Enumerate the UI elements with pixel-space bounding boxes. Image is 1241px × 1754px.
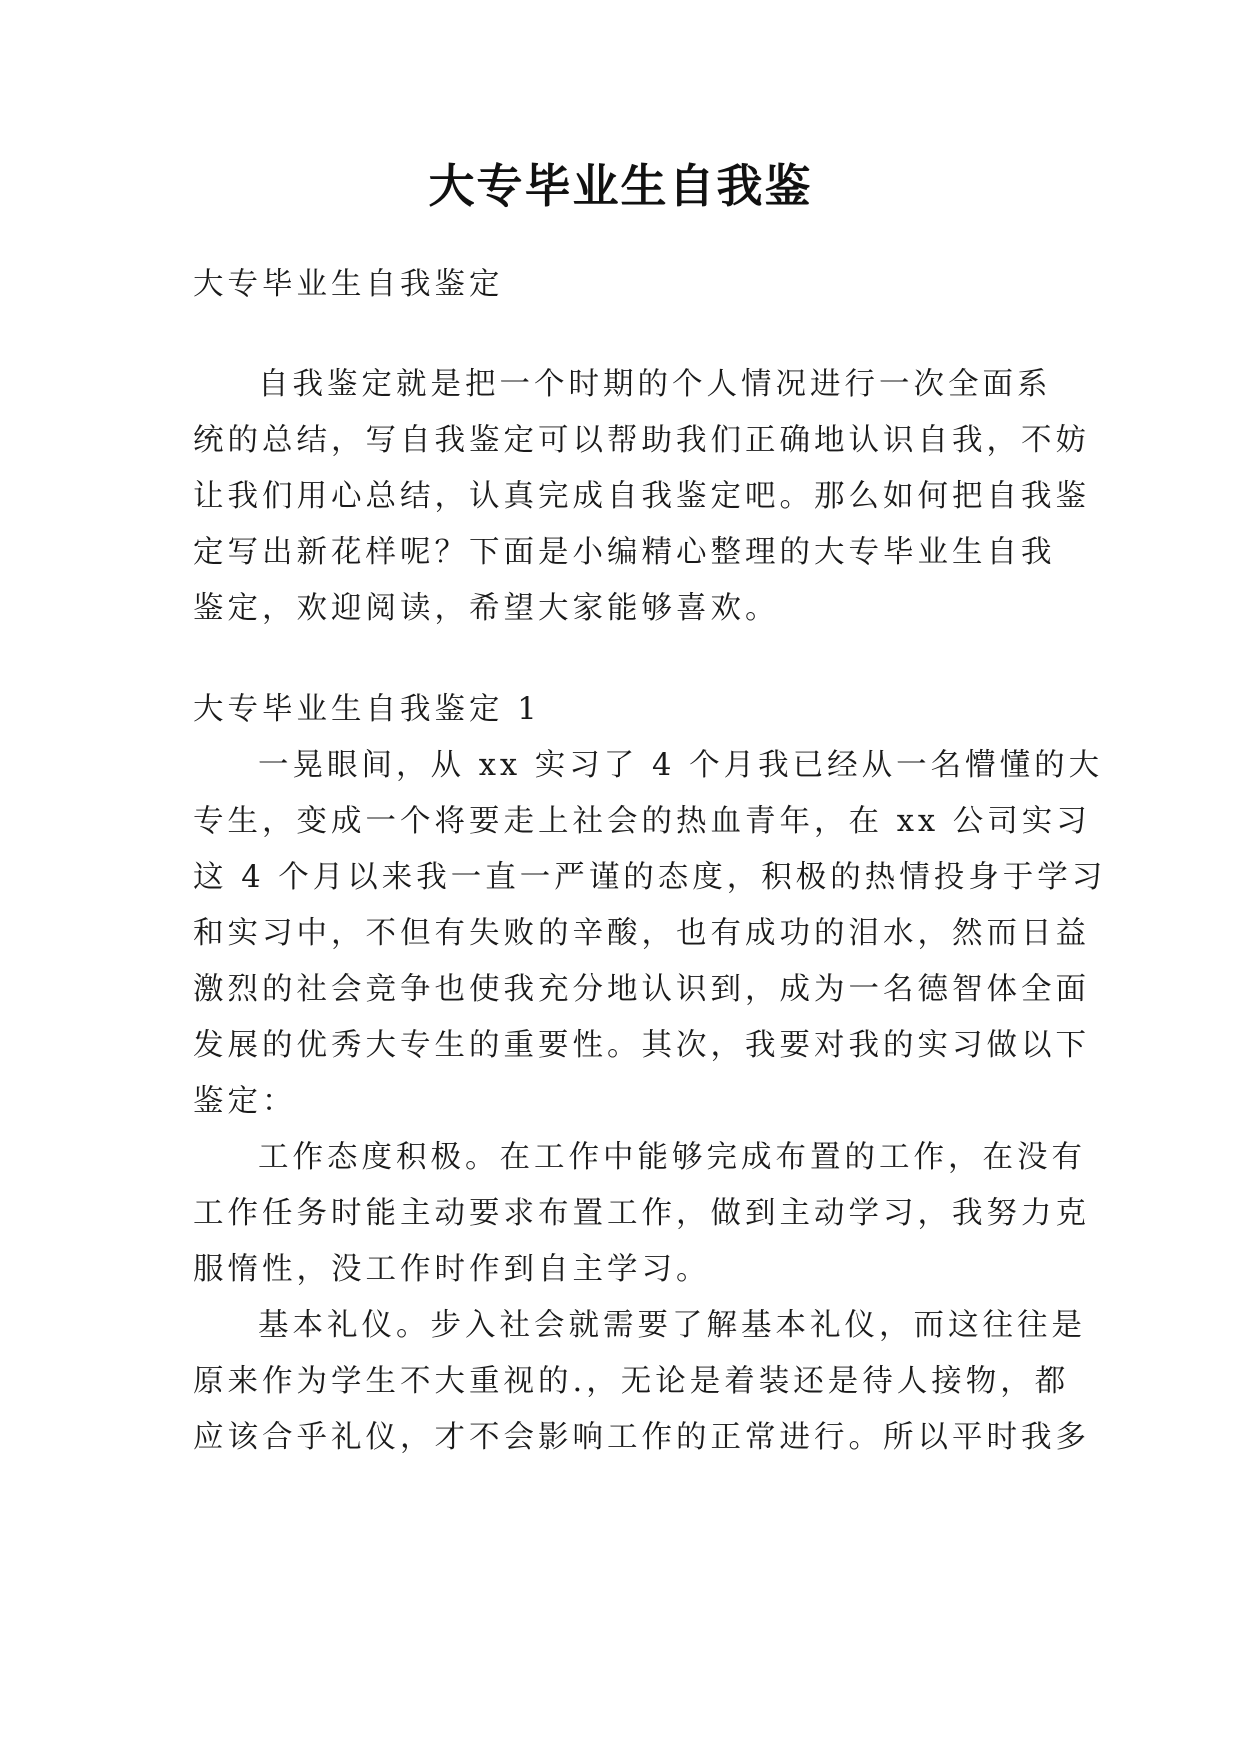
paragraph-line: 基本礼仪。步入社会就需要了解基本礼仪，而这往往是 — [258, 1308, 1086, 1343]
paragraph-line: 服惰性，没工作时作到自主学习。 — [193, 1252, 711, 1287]
paragraph-line: 应该合乎礼仪，才不会影响工作的正常进行。所以平时我多 — [193, 1420, 1090, 1455]
intro-line: 定写出新花样呢？下面是小编精心整理的大专毕业生自我 — [193, 535, 1056, 570]
paragraph-line: 专生，变成一个将要走上社会的热血青年，在 xx 公司实习 — [193, 804, 1091, 839]
paragraph-line: 工作任务时能主动要求布置工作，做到主动学习，我努力克 — [193, 1196, 1090, 1231]
paragraph-line: 工作态度积极。在工作中能够完成布置的工作，在没有 — [258, 1140, 1086, 1175]
paragraph-line: 发展的优秀大专生的重要性。其次，我要对我的实习做以下 — [193, 1028, 1090, 1063]
paragraph-line: 原来作为学生不大重视的.，无论是着装还是待人接物，都 — [193, 1364, 1070, 1399]
paragraph-line: 鉴定： — [193, 1084, 297, 1119]
paragraph-line: 和实习中，不但有失败的辛酸，也有成功的泪水，然而日益 — [193, 916, 1090, 951]
intro-line: 自我鉴定就是把一个时期的个人情况进行一次全面系 — [258, 367, 1052, 402]
intro-line: 让我们用心总结，认真完成自我鉴定吧。那么如何把自我鉴 — [193, 479, 1090, 514]
paragraph-line: 一晃眼间，从 xx 实习了 4 个月我已经从一名懵懂的大 — [258, 748, 1104, 783]
section-heading: 大专毕业生自我鉴定 1 — [193, 692, 541, 727]
document-title: 大专毕业生自我鉴 — [428, 159, 813, 213]
intro-line: 鉴定，欢迎阅读，希望大家能够喜欢。 — [193, 591, 780, 626]
paragraph-line: 这 4 个月以来我一直一严谨的态度，积极的热情投身于学习 — [193, 860, 1107, 895]
intro-line: 统的总结，写自我鉴定可以帮助我们正确地认识自我，不妨 — [193, 423, 1090, 458]
paragraph-line: 激烈的社会竞争也使我充分地认识到，成为一名德智体全面 — [193, 972, 1090, 1007]
document-subtitle: 大专毕业生自我鉴定 — [193, 267, 504, 302]
